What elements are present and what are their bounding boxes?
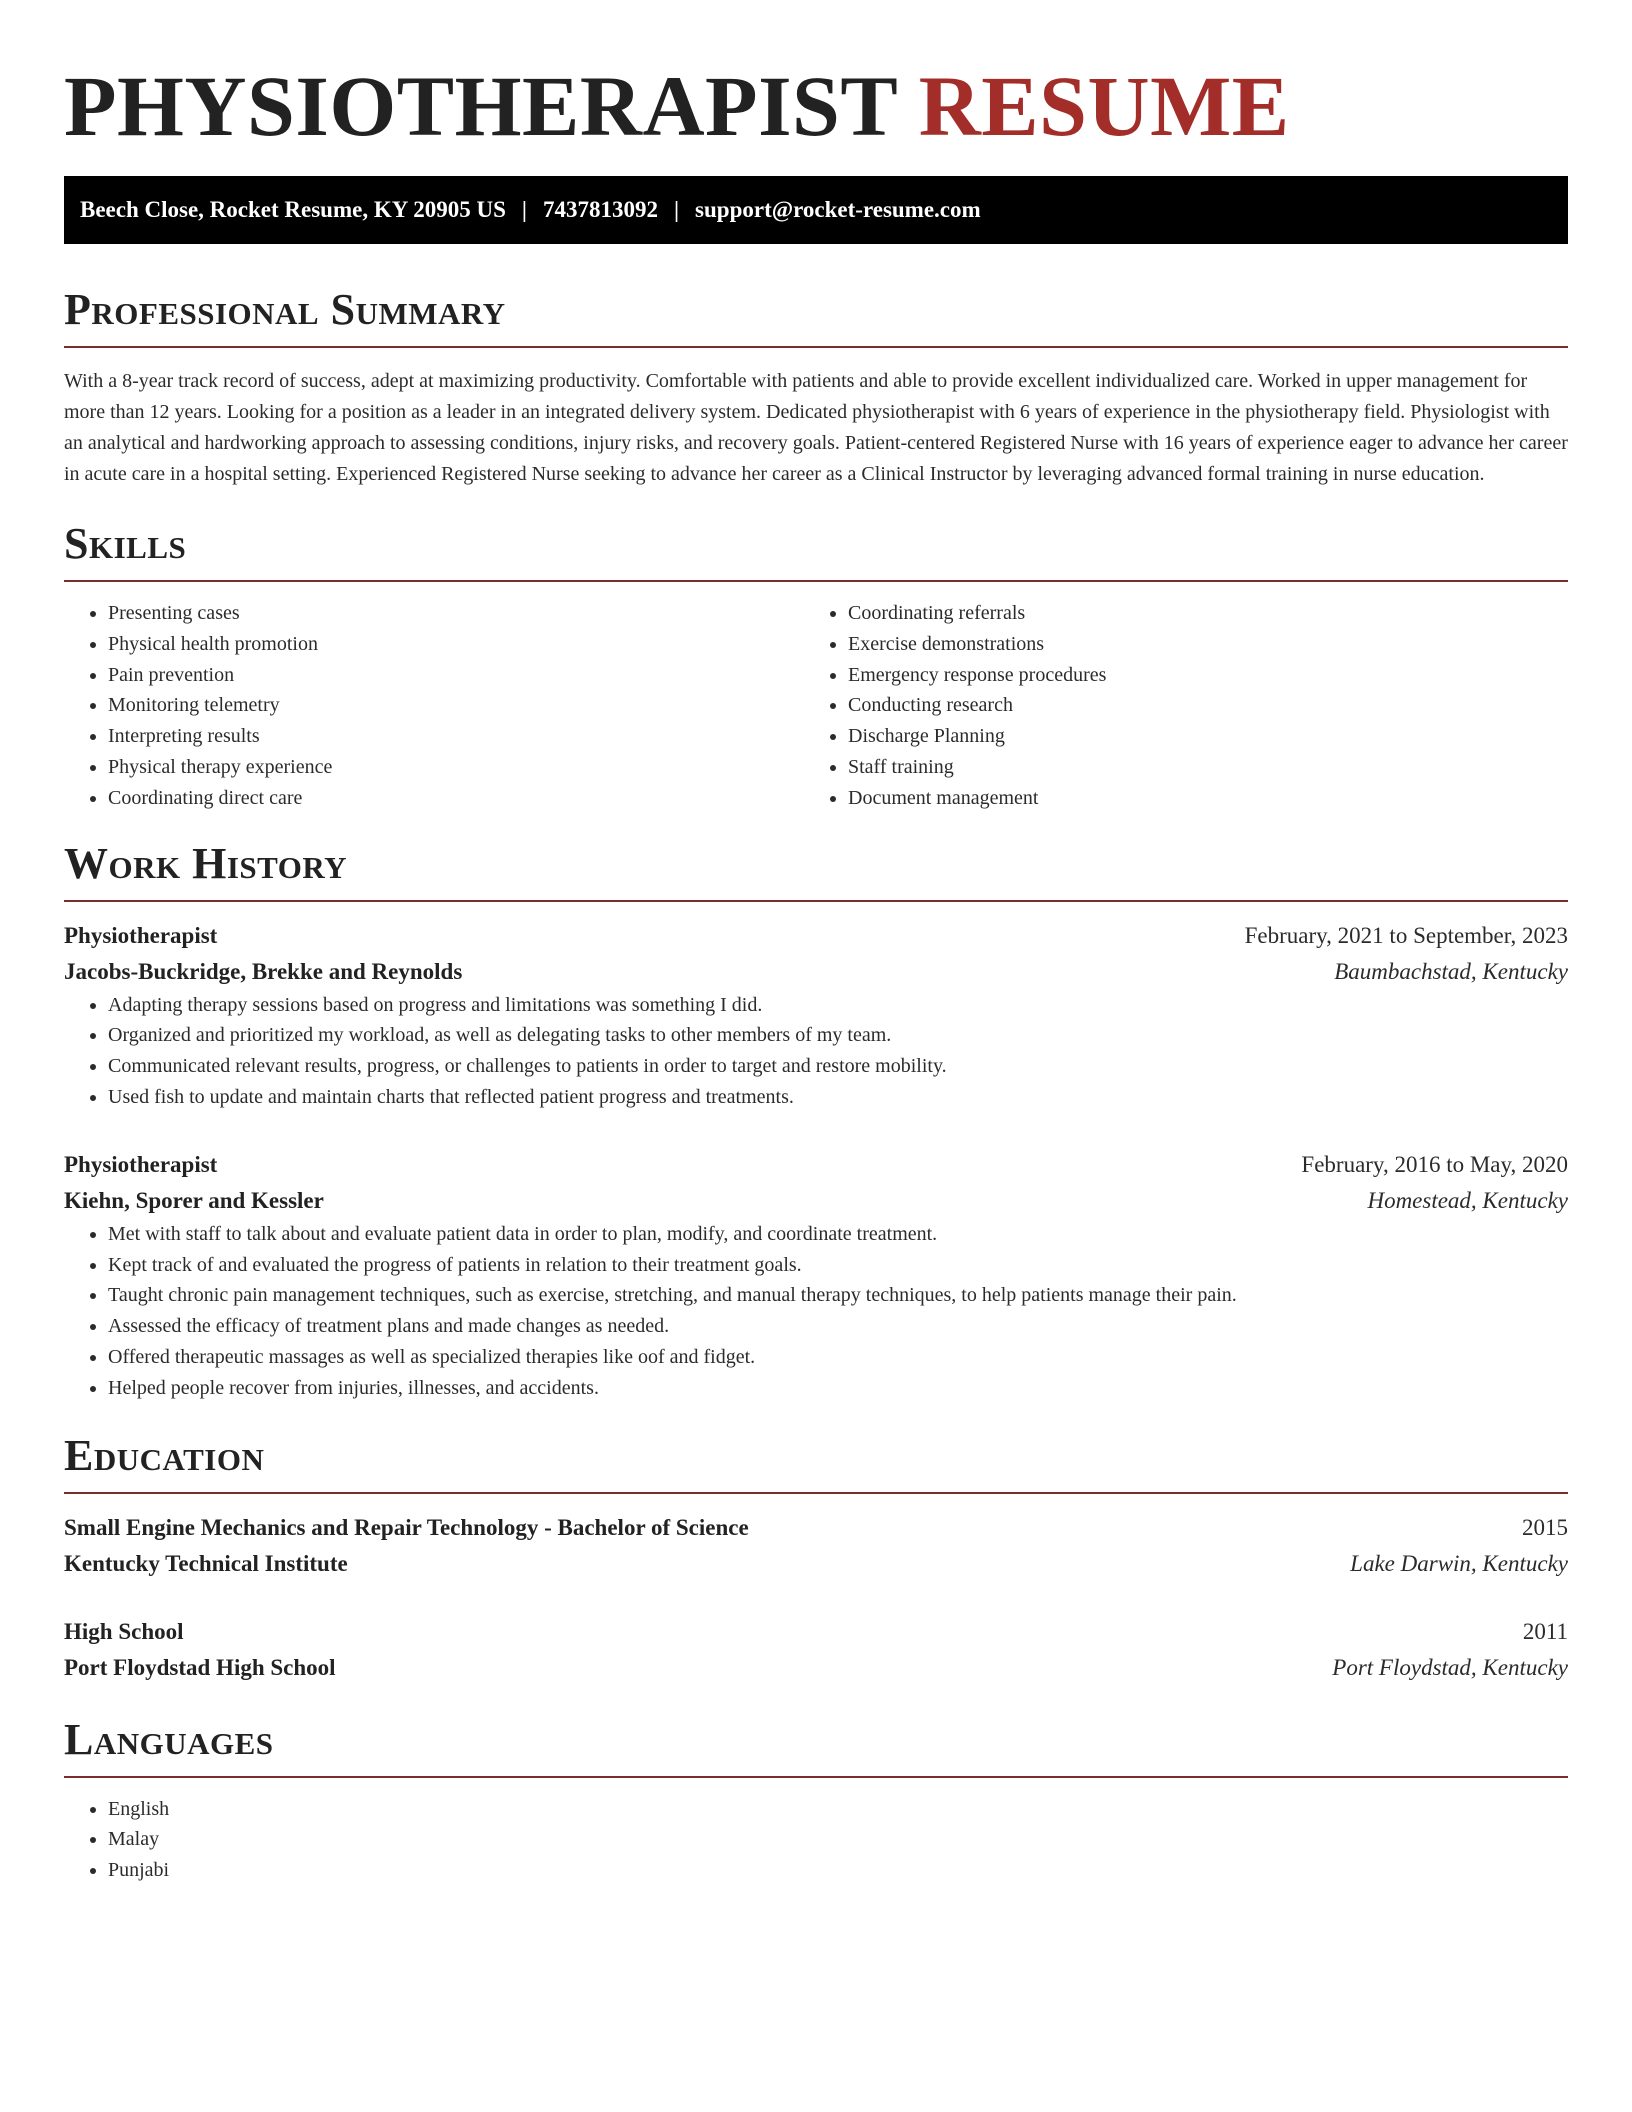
skill-item: • Exercise demonstrations: [848, 629, 1544, 660]
education-school: Kentucky Technical Institute: [64, 1550, 348, 1576]
section-divider: [64, 900, 1568, 902]
job-entry: [64, 918, 1568, 1113]
skill-item: • Coordinating direct care: [108, 783, 804, 814]
job-company-row: [64, 954, 1568, 990]
skill-item: • Coordinating referrals: [848, 598, 1544, 629]
contact-phone: 7437813092: [542, 197, 658, 222]
job-location: Baumbachstad, Kentucky: [1334, 958, 1568, 984]
languages-section: [64, 1714, 1568, 1886]
job-duty: • Communicated relevant results, progress, or challenges to patients in order to target and restore mobility.: [108, 1051, 1568, 1082]
contact-bar: [64, 176, 1568, 244]
job-company-row: [64, 1183, 1568, 1219]
language-item: • Punjabi: [108, 1855, 1568, 1886]
job-duty: • Taught chronic pain management techniques, such as exercise, stretching, and manual therapy techniques, to help patients manage their pain.: [108, 1280, 1568, 1311]
education-degree: Small Engine Mechanics and Repair Technology - Bachelor of Science: [64, 1514, 749, 1540]
languages-heading: Languages: [64, 1714, 274, 1764]
education-degree-row: [64, 1510, 1568, 1546]
skills-columns: [64, 598, 1568, 814]
job-duty: • Used fish to update and maintain charts that reflected patient progress and treatments.: [108, 1082, 1568, 1113]
languages-list: [64, 1794, 1568, 1886]
education-entry: [64, 1614, 1568, 1686]
skills-column-right: [804, 598, 1544, 814]
language-item: • English: [108, 1794, 1568, 1825]
skill-item: • Interpreting results: [108, 721, 804, 752]
skill-item: • Monitoring telemetry: [108, 690, 804, 721]
skills-column-left: [64, 598, 804, 814]
section-divider: [64, 346, 1568, 348]
education-entry: [64, 1510, 1568, 1582]
job-duties-list: [64, 990, 1568, 1113]
job-company: Jacobs-Buckridge, Brekke and Reynolds: [64, 958, 463, 984]
education-year: 2011: [1522, 1618, 1568, 1644]
job-duty: • Kept track of and evaluated the progress of patients in relation to their treatment goals.: [108, 1250, 1568, 1281]
skill-item: • Emergency response procedures: [848, 660, 1544, 691]
education-degree-row: [64, 1614, 1568, 1650]
job-duty: • Organized and prioritized my workload, as well as delegating tasks to other members of my team.: [108, 1020, 1568, 1051]
job-dates: February, 2016 to May, 2020: [1301, 1151, 1568, 1177]
contact-separator: |: [673, 197, 680, 222]
skills-list-left: [64, 598, 804, 814]
education-section: [64, 1430, 1568, 1686]
section-divider: [64, 1492, 1568, 1494]
summary-section: [64, 284, 1568, 490]
education-location: Port Floydstad, Kentucky: [1332, 1654, 1568, 1680]
skill-item: • Discharge Planning: [848, 721, 1544, 752]
job-duty: • Helped people recover from injuries, illnesses, and accidents.: [108, 1373, 1568, 1404]
summary-text: With a 8-year track record of success, adept at maximizing productivity. Comfortable with patients and able to provide excellent individualized care. Worked in upper management for more than 12 years. Looking for a position as a leader in an integrated delivery system. Dedicated physiotherapist with 6 years of experience in the physiotherapy field. Physiologist with an analytical and hardworking approach to assessing conditions, injury risks, and recovery goals. Patient-centered Registered Nurse with 16 years of experience eager to advance her career in acute care in a hospital setting. Experienced Registered Nurse seeking to advance her career as a Clinical Instructor by leveraging advanced formal training in nurse education.: [64, 370, 1568, 485]
education-year: 2015: [1522, 1514, 1568, 1540]
job-duty: • Offered therapeutic massages as well as specialized therapies like oof and fidget.: [108, 1342, 1568, 1373]
education-location: Lake Darwin, Kentucky: [1350, 1550, 1568, 1576]
education-degree: High School: [64, 1618, 184, 1644]
language-item: • Malay: [108, 1824, 1568, 1855]
section-divider: [64, 1776, 1568, 1778]
skill-item: • Conducting research: [848, 690, 1544, 721]
job-entry: [64, 1147, 1568, 1404]
skill-item: • Pain prevention: [108, 660, 804, 691]
education-school-row: [64, 1650, 1568, 1686]
resume-title: [64, 0, 1568, 156]
job-duty: • Met with staff to talk about and evaluate patient data in order to plan, modify, and coordinate treatment.: [108, 1219, 1568, 1250]
education-school: Port Floydstad High School: [64, 1654, 336, 1680]
job-location: Homestead, Kentucky: [1367, 1187, 1568, 1213]
skill-item: • Staff training: [848, 752, 1544, 783]
skills-heading: Skills: [64, 519, 187, 568]
job-duty: • Adapting therapy sessions based on progress and limitations was something I did.: [108, 990, 1568, 1021]
work-history-section: [64, 838, 1568, 1404]
skill-item: • Presenting cases: [108, 598, 804, 629]
skills-section: [64, 518, 1568, 814]
job-dates: February, 2021 to September, 2023: [1244, 922, 1568, 948]
contact-email: support@rocket-resume.com: [695, 197, 981, 222]
skill-item: • Physical health promotion: [108, 629, 804, 660]
skills-list-right: [804, 598, 1544, 814]
title-main: PHYSIOTHERAPIST: [64, 58, 897, 154]
job-header-row: [64, 918, 1568, 954]
job-title: Physiotherapist: [64, 1151, 218, 1177]
job-title: Physiotherapist: [64, 922, 218, 948]
title-accent: RESUME: [918, 58, 1290, 154]
skill-item: • Document management: [848, 783, 1544, 814]
job-header-row: [64, 1147, 1568, 1183]
summary-heading: Professional Summary: [64, 285, 506, 334]
job-duty: • Assessed the efficacy of treatment plans and made changes as needed.: [108, 1311, 1568, 1342]
education-school-row: [64, 1546, 1568, 1582]
contact-address: Beech Close, Rocket Resume, KY 20905 US: [80, 197, 506, 222]
job-company: Kiehn, Sporer and Kessler: [64, 1187, 324, 1213]
section-divider: [64, 580, 1568, 582]
job-duties-list: [64, 1219, 1568, 1404]
work-history-heading: Work History: [64, 838, 348, 888]
skill-item: • Physical therapy experience: [108, 752, 804, 783]
contact-separator: |: [521, 197, 527, 222]
education-heading: Education: [64, 1430, 265, 1480]
